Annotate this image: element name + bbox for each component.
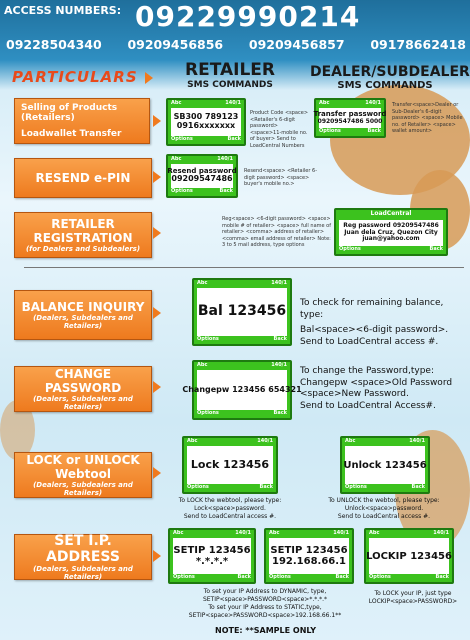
change-password-box xyxy=(14,366,152,412)
sms-line: Transfer password xyxy=(313,109,387,118)
selling-label: Selling of Products (Retailers) xyxy=(21,103,118,123)
arrow-right-icon xyxy=(153,550,161,562)
resend-note: Resend<space> <Retailer 6-digit password> <space> buyer's mobile no.> xyxy=(244,168,318,187)
sms-line: *.*.*.* xyxy=(195,556,229,567)
sms-line: SETIP 123456 xyxy=(173,545,251,556)
phone-lockip: Abc 140/1 LOCKIP 123456 Options Back xyxy=(364,528,454,584)
phone-balance: Abc 140/1 Bal 123456 Options Back xyxy=(192,278,292,346)
sms-line: 09209547486 5000 xyxy=(317,117,383,125)
set-ip-sub: (Dealers, Subdealers and Retailers) xyxy=(33,565,133,581)
sms-line: Unlock 123456 xyxy=(343,459,427,471)
phone-change-password: Abc 140/1 Changepw 123456 654321 Options Back xyxy=(192,360,292,420)
lockip-instructions: To LOCK your IP, just type LOCKIP<space>PASSWORD> xyxy=(368,590,458,606)
arrow-right-icon xyxy=(153,307,161,319)
dealer-title: DEALER/SUBDEALER xyxy=(310,64,470,80)
sms-line: LOCKIP 123456 xyxy=(366,550,452,562)
change-password-label: CHANGE PASSWORD xyxy=(44,367,122,395)
dealer-transfer-note: Transfer<space>Dealer or Sub-Dealer's 6-digit password> <space> Mobile no. of Retailer> <space> wallet amount> xyxy=(392,102,463,134)
section-divider xyxy=(24,267,464,268)
phone-dealer-transfer: Abc 140/1 Transfer password 09209547486 5000 Options Back xyxy=(314,98,386,138)
sms-line: Bal 123456 xyxy=(197,303,287,320)
registration-box xyxy=(14,212,152,258)
lock-label: LOCK or UNLOCK Webtool xyxy=(26,453,140,481)
retailer-title: RETAILER xyxy=(185,60,275,80)
lock-sub: (Dealers, Subdealers and Retailers) xyxy=(33,481,133,497)
retail-sell-note: Product Code <space> <Retailer's 6-digit password> <space>11-mobile no. of buyer> Send to LoadCentral Numbers xyxy=(250,110,309,149)
loadcentral-title: LoadCentral xyxy=(370,210,412,217)
arrow-right-icon xyxy=(153,227,161,239)
phone-retail-sell: Abc 140/1 SB300 789123 0916xxxxxxx Options Back xyxy=(166,98,246,146)
sms-line: 0916xxxxxxx xyxy=(176,121,236,130)
retailer-column-heading xyxy=(180,60,280,90)
set-ip-instructions: To set your IP Address to DYNAMIC, type, SETIP<space>PASSWORD<space>*.*.*.* To set your IP Address to STATIC,type, SETIP<space>PASSWORD<space>192.168.66.1** xyxy=(188,588,342,620)
phone-setip-dynamic: Abc 140/1 SETIP 123456 *.*.*.* Options Back xyxy=(168,528,256,584)
dealer-column-heading xyxy=(310,64,470,91)
phone-lock: Abc 140/1 Lock 123456 Options Back xyxy=(182,436,278,494)
arrow-right-icon xyxy=(153,467,161,479)
balance-box xyxy=(14,290,152,340)
change-password-sub: (Dealers, Subdealers and Retailers) xyxy=(33,395,133,411)
set-ip-box xyxy=(14,534,152,580)
arrow-right-icon xyxy=(145,72,153,84)
access-number: 09209456856 xyxy=(127,37,224,52)
balance-sub: (Dealers, Subdealers and Retailers) xyxy=(33,314,133,330)
sms-line: Juan dela Cruz, Quezon City xyxy=(344,228,438,236)
dealer-subtitle: SMS COMMANDS xyxy=(337,80,433,91)
sms-line: Lock 123456 xyxy=(190,457,270,471)
lock-instructions: To LOCK the webtool, please type: Lock<space>password. Send to LoadCentral access #. xyxy=(178,497,282,521)
arrow-right-icon xyxy=(153,115,161,127)
main-access-number: 09229990214 xyxy=(135,0,361,33)
sms-line: 09209547486 xyxy=(171,174,233,184)
access-number: 09209456857 xyxy=(248,37,345,52)
registration-note: Reg<space> <6-digit password> <space> mobile # of retailer> <space> full name of retailer> <comma> address of retailer> <comma> email address of retailer> Note: 3 to 5 mail address, type options xyxy=(222,216,331,248)
registration-label: RETAILER REGISTRATION xyxy=(33,217,133,245)
sms-line: SB300 789123 xyxy=(173,112,239,122)
sms-line: SETIP 123456 xyxy=(270,545,348,556)
selling-box xyxy=(14,98,150,144)
header xyxy=(0,0,470,62)
access-label: ACCESS NUMBERS: xyxy=(4,4,122,17)
retailer-subtitle: SMS COMMANDS xyxy=(187,80,273,90)
balance-instructions: To check for remaining balance, type: Bal<space><6-digit password>. Send to LoadCentral access #. xyxy=(300,298,449,348)
sms-line: Resend password xyxy=(167,166,237,175)
phone-setip-static: Abc 140/1 SETIP 123456 192.168.66.1 Options Back xyxy=(264,528,354,584)
access-number: 09228504340 xyxy=(6,37,102,52)
resend-label: RESEND e-PIN xyxy=(35,171,131,185)
sms-line: Reg password 09209547486 xyxy=(343,222,439,230)
phone-unlock: Abc 140/1 Unlock 123456 Options Back xyxy=(340,436,430,494)
balance-label: BALANCE INQUIRY xyxy=(21,300,145,314)
phone-registration: LoadCentral Reg password 09209547486 Juan dela Cruz, Quezon City juan@yahoo.com Options Back xyxy=(334,208,448,256)
loadwallet-label: Loadwallet Transfer xyxy=(21,129,122,139)
lock-box xyxy=(14,452,152,498)
phone-resend: Abc 140/1 Resend password 09209547486 Options Back xyxy=(166,154,238,198)
resend-box xyxy=(14,158,152,198)
access-number-list xyxy=(6,37,466,52)
change-password-instructions: To change the Password,type: Changepw <space>Old Password <space>New Password. Send to LoadCentral Access#. xyxy=(300,366,453,412)
sample-note: NOTE: **SAMPLE ONLY xyxy=(215,626,317,635)
particulars-title: PARTICULARS xyxy=(12,68,138,86)
arrow-right-icon xyxy=(153,381,161,393)
registration-sub: (for Dealers and Subdealers) xyxy=(25,245,141,253)
unlock-instructions: To UNLOCK the webtool, please type: Unlock<space>password. Send to LoadCentral access #. xyxy=(328,497,440,521)
access-number: 09178662418 xyxy=(370,37,466,52)
sms-line: 192.168.66.1 xyxy=(271,556,347,567)
sms-line: juan@yahoo.com xyxy=(362,235,420,243)
set-ip-label: SET I.P. ADDRESS xyxy=(46,533,120,565)
sms-line: Changepw 123456 654321 xyxy=(182,384,302,394)
arrow-right-icon xyxy=(153,171,161,183)
